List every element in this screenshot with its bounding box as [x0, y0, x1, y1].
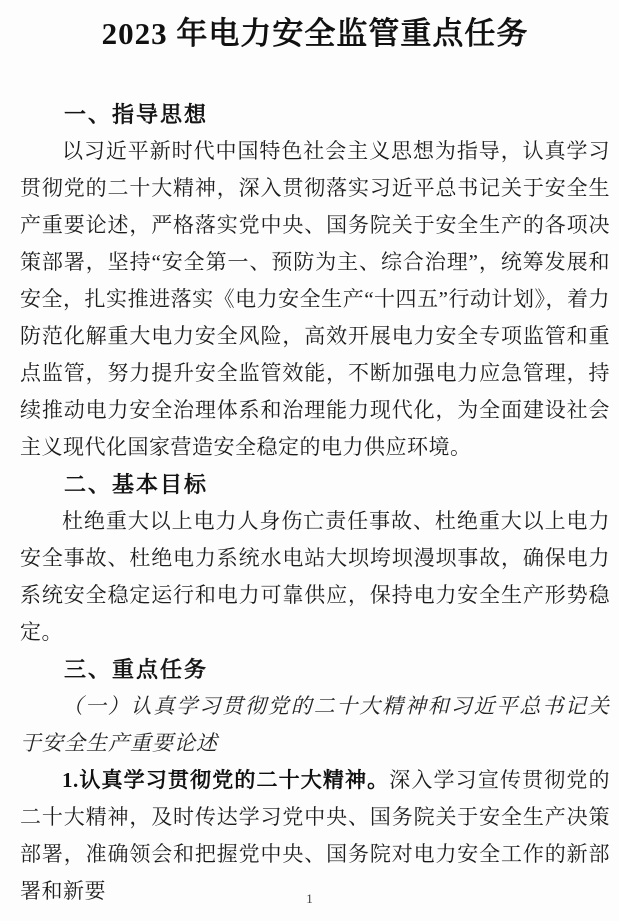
- task-1-body: 深入学习宣传贯彻党的二十大精神，及时传达学习党中央、国务院关于安全生产决策部署，准确领会和把握党中央、国务院对电力安全工作的新部署和新要: [20, 768, 610, 903]
- section-heading-guiding-ideology: 一、指导思想: [64, 102, 209, 127]
- subsection-title-study-party-congress: （一）认真学习贯彻党的二十大精神和习近平总书记关于安全生产重要论述: [20, 694, 610, 755]
- paragraph-basic-goals: 杜绝重大以上电力人身伤亡责任事故、杜绝重大以上电力安全事故、杜绝电力系统水电站大坝垮坝漫坝事故，确保电力系统安全稳定运行和电力可靠供应，保持电力安全生产形势稳定。: [20, 509, 610, 644]
- section-heading-basic-goals: 二、基本目标: [64, 472, 209, 497]
- paragraph-task-1: [20, 762, 610, 910]
- paragraph-guiding-ideology: 以习近平新时代中国特色社会主义思想为指导，认真学习贯彻党的二十大精神，深入贯彻落实习近平总书记关于安全生产重要论述，严格落实党中央、国务院关于安全生产的各项决策部署，坚持“安全第一、预防为主、综合治理”，统筹发展和安全，扎实推进落实《电力安全生产“十四五”行动计划》，着力防范化解重大电力安全风险，高效开展电力安全专项监管和重点监管，努力提升安全监管效能，不断加强电力应急管理，持续推动电力安全治理体系和治理能力现代化，为全面建设社会主义现代化国家营造安全稳定的电力供应环境。: [20, 139, 610, 459]
- document-title: 2023 年电力安全监管重点任务: [101, 16, 529, 51]
- page-number: 1: [306, 891, 313, 906]
- task-1-lead: 1.认真学习贯彻党的二十大精神。: [62, 768, 390, 792]
- section-heading-key-tasks: 三、重点任务: [64, 657, 209, 682]
